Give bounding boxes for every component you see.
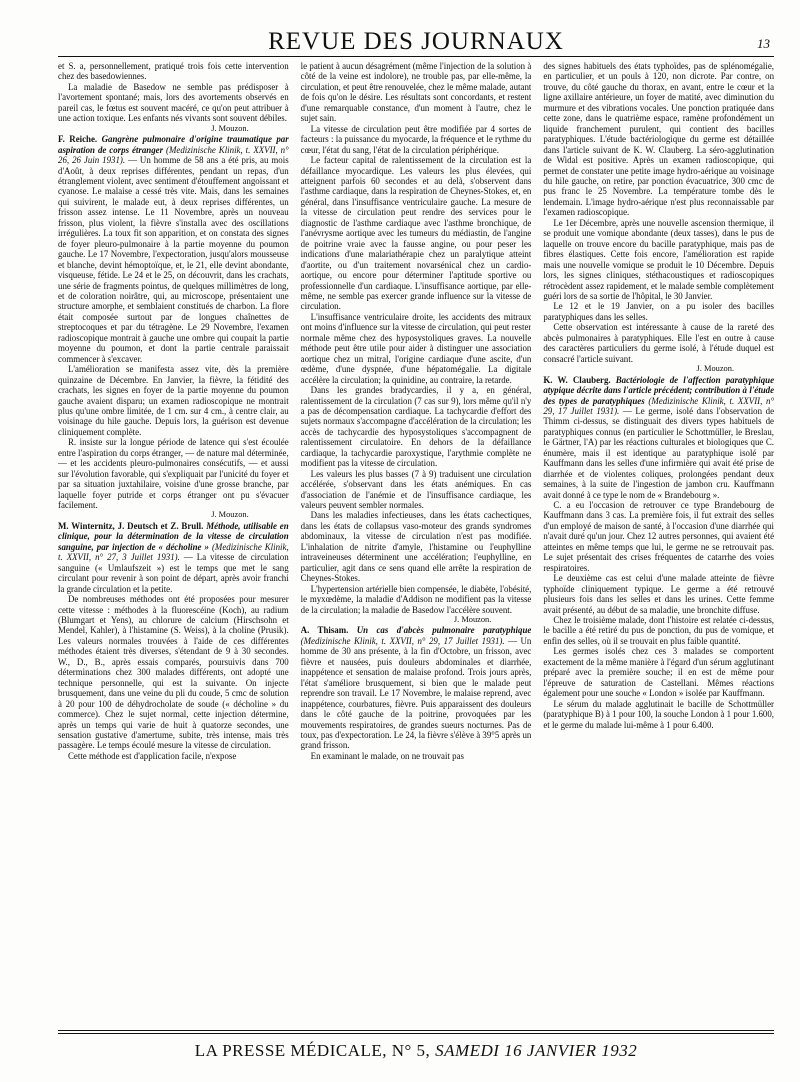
paragraph: L'amélioration se manifesta assez vite, dès la première quinzaine de Décembre. En Janvier, la fièvre, la fétidité des crachats, les signes en foyer de la partie moyenne du poumon gauche avaient disparu; un examen radioscopique ne montrait plus qu'une ombre limitée, de 1 cm. sur 4 cm., à centre clair, au voisinage du hile gauche. Depuis lors, la guérison est devenue cliniquement complète.	[58, 364, 289, 437]
article-author: M. Winternitz, J. Deutsch et Z. Brull.	[58, 520, 204, 531]
paragraph: Le 1er Décembre, après une nouvelle ascension thermique, il se produit une vomique abondante (deux tasses), dans le pus de laquelle on trouve encore du bacille paratyphique, mais pas de fibres élastiques. Cette fois encore, l'amélioration est rapide mais une nouvelle vomique se produit le 10 Décembre. Depuis lors, les signes cliniques, stéthacoustiques et radioscopiques rétrocèdent assez rapidement, et le malade semble complètement guéri lors de sa sortie de l'hôpital, le 30 Janvier.	[543, 217, 774, 301]
footer-journal: LA PRESSE MÉDICALE, N° 5,	[194, 1041, 431, 1060]
article-title: Méthode, utilisable en clinique, pour la détermination de la vitesse de circulation sanguine, par injection de « décholine »	[58, 520, 289, 552]
paragraph: Les germes isolés chez ces 3 malades se comportent exactement de la même manière à l'égard d'un sérum agglutinant préparé avec la première souche; il en est de même pour l'épreuve de saturation de Castellani. Mêmes réactions également pour une souche « London » isolée par Kauffmann.	[543, 646, 774, 699]
column-1	[58, 61, 289, 1013]
paragraph: En examinant le malade, on ne trouvait pas	[310, 750, 464, 761]
text-columns	[58, 61, 774, 1013]
article-title: Gangrène pulmonaire d'origine traumatique par aspiration de corps étranger	[58, 134, 289, 155]
paragraph: Cette méthode est d'application facile, n'expose	[68, 750, 237, 761]
article-body: — Un homme de 30 ans présente, à la fin d'Octobre, un frisson, avec fièvre et nausées, puis douleurs abdominales et diarrhée, inappétence et sensation de malaise profond. Trois jours après, l'état s'améliore brusquement, si bien que le malade peut reprendre son travail. Le 17 Novembre, le malaise reprend, avec inappétence, courbatures, fièvre. Puis apparaissent des douleurs dans le côté gauche de la poitrine, provoquées par les mouvements respiratoires, de grandes sueurs nocturnes. Pas de toux, pas d'expectoration. Le 24, la fièvre s'élève à 39°5 après un grand frisson.	[300, 635, 532, 751]
paragraph: Chez le troisième malade, dont l'histoire est relatée ci-dessus, le bacille a été retiré du pus de ponction, du pus de vomique, et enfin des selles, où il se trouvait en plus faible quantité.	[543, 615, 774, 646]
column-2	[301, 61, 532, 1013]
paragraph: des signes habituels des états typhoïdes, pas de splénomégalie, en particulier, et un pouls à 120, non dicrote. Par contre, on trouve, du côté gauche du thorax, en avant, entre le cœur et la ligne axillaire antérieure, un foyer de matité, avec diminution du murmure et des vibrations vocales. Une ponction pratiquée dans cette zone, dans le quatrième espace, ramène profondément un liquide franchement purulent, qui contient des bacilles paratyphiques. L'étude bactériologique du germe est détaillée dans l'article suivant de K. W. Clauberg. La séro-agglutination de Widal est positive. Après un examen radioscopique, qui permet de constater une petite image hydro-aérique au voisinage du hile gauche, on retire, par ponction évacuatrice, 300 cmc de pus franc le 25 Novembre. La température tombe dès le lendemain. L'image hydro-aérique n'est plus reconnaissable par l'examen radioscopique.	[543, 61, 774, 218]
paragraph: L'hypertension artérielle bien compensée, le diabète, l'obésité, le myxœdème, la maladie d'Addison ne modifient pas la vitesse de la circulation; la maladie de Basedow l'accélère souvent.	[300, 583, 532, 615]
paragraph: R. insiste sur la longue période de latence qui s'est écoulée entre l'aspiration du corps étranger, — de nature mal déterminée, — et les accidents pleuro-pulmonaires consécutifs, — et aussi sur l'évolution favorable, qui s'expliquait par l'unicité du foyer et par sa situation juxtahilaire, voisine d'une grosse branche, par laquelle foyer putride et corps étranger ont pu s'évacuer facilement.	[58, 437, 289, 511]
article-source: (Medizinische Klinik, t. XXVII, n° 29, 17 Juillet 1931).	[543, 395, 774, 416]
signature: J. Mouzon.	[211, 123, 249, 133]
article-source: (Medizinische Klinik, t. XXVII, n° 27, 3 Juillet 1931).	[58, 541, 289, 563]
signature: J. Mouzon.	[453, 615, 492, 625]
signature: J. Mouzon.	[696, 364, 735, 374]
paragraph: Le 12 et le 19 Janvier, on a pu isoler des bacilles paratyphiques dans les selles.	[543, 301, 774, 322]
article-author: K. W. Clauberg.	[543, 374, 611, 385]
paragraph: et S. a, personnellement, pratiqué trois fois cette intervention chez des basedowiennes.	[58, 61, 289, 82]
article-body: — La vitesse de circulation sanguine (« Umlaufszeit ») est le temps que met le sang circulant pour revenir à son point de départ, après avoir franchi la grande circulation et la petite.	[58, 552, 289, 594]
article-clauberg	[543, 375, 774, 500]
article-body: — Le germe, isolé dans l'observation de Thimm ci-dessus, se distinguait des divers types habituels de paratyphiques connus (en particulier le Schottmüller, le Breslau, le Gärtner, l'A) par les réactions culturales et biologiques que C. énumère, mais il est identique au paratyphique isolé par Kauffmann dans les selles d'une infirmière qui avait été prise de diarrhée et de violentes coliques, prolongées pendant deux semaines, à la suite de l'ingestion de jambon cru. Kauffmann avait donné à ce type le nom de « Brandebourg ».	[543, 405, 774, 500]
paragraph: La vitesse de circulation peut être modifiée par 4 sortes de facteurs : la puissance du myocarde, la fréquence et le rythme du cœur, l'état du sang, l'état de la circulation périphérique.	[300, 123, 532, 155]
paragraph: le patient à aucun désagrément (même l'injection de la solution à côté de la veine est indolore), ne trouble pas, par elle-même, la circulation, et peut être renouvelée, chez le même malade, autant de fois qu'on le désire. Les résultats sont concordants, et restent d'une remarquable constance, d'un moment à l'autre, chez le sujet sain.	[300, 61, 532, 124]
page-header	[58, 0, 774, 57]
paragraph: Le deuxième cas est celui d'une malade atteinte de fièvre typhoïde cliniquement typique. Le germe a été retrouvé plusieurs fois dans les selles et dans les urines. Cette femme avait présenté, au début de sa maladie, une bronchite diffuse.	[543, 573, 774, 615]
footer-line	[58, 1041, 774, 1061]
article-winternitz	[58, 521, 289, 594]
running-title: REVUE DES JOURNAUX	[268, 28, 564, 55]
page-number: 13	[757, 36, 770, 51]
paragraph: Les valeurs les plus basses (7 à 9) traduisent une circulation accélérée, s'observant dans les états anémiques. En cas d'association de l'anémie et de l'insuffisance cardiaque, les valeurs peuvent sembler normales.	[300, 468, 532, 511]
footer-date: SAMEDI 16 JANVIER 1932	[435, 1041, 638, 1060]
article-author: A. Thisam.	[300, 625, 349, 636]
paragraph: Le sérum du malade agglutinait le bacille de Schottmüller (paratyphique B) à 1 pour 100, la souche London à 1 pour 1.600, et le germe du malade lui-même à 1 pour 6.400.	[543, 698, 774, 730]
article-title: Un cas d'abcès pulmonaire paratyphique	[356, 625, 532, 636]
paragraph: Dans les maladies infectieuses, dans les états cachectiques, dans les états de collapsus vaso-moteur des grands syndromes abdominaux, la vitesse de circulation n'est pas modifiée. L'inhalation de nitrite d'amyle, l'histamine ou l'euphylline intraveineuses déterminent une accélération; l'euphylline, en particulier, agit dans ce sens quand elle arrête la respiration de Cheynes-Stokes.	[300, 510, 532, 584]
footer-rule	[58, 1030, 774, 1034]
paragraph: Le facteur capital de ralentissement de la circulation est la défaillance myocardique. Les valeurs les plus élevées, qui atteignent parfois 60 secondes et au delà, s'observent dans l'asthme cardiaque, dans la respiration de Cheynes-Stokes, et, en général, dans l'insuffisance ventriculaire gauche. La mesure de la vitesse de circulation peut rendre des services pour le diagnostic de l'asthme cardiaque avec l'asthme bronchique, de l'anévrysme aortique avec les tumeurs du médiastin, de l'angine de poitrine vraie avec la fausse angine, ou pour peser les indications d'une malariathérapie chez un paralytique atteint d'aortite, ou d'un traitement novarsénical chez un cardio-aortique, ou encore pour déterminer l'aptitude sportive ou professionnelle d'un cardiaque. L'insuffisance aortique, par elle-même, ne semble pas exercer grande influence sur la vitesse de circulation.	[300, 155, 532, 312]
paragraph: La maladie de Basedow ne semble pas prédisposer à l'avortement spontané; mais, lors des avortements observés en pareil cas, le fœtus est souvent macéré, ce qu'on peut attribuer à une action toxique. Les enfants nés vivants sont souvent débiles.	[58, 81, 289, 124]
paragraph: C. a eu l'occasion de retrouver ce type Brandebourg de Kauffmann dans 3 cas. La première fois, il fut extrait des selles d'un employé de maison de santé, à l'occasion d'une diarrhée qui n'avait duré qu'un jour. Chez 12 autres personnes, qui avaient été atteintes en même temps que lui, le germe ne se retrouvait pas. Le sujet présentait des crises fréquentes de catarrhe des voies respiratoires.	[543, 500, 774, 573]
article-title: Bactériologie de l'affection paratyphique atypique décrite dans l'article précédent; contribution à l'étude des types de paratyphiques	[543, 374, 774, 406]
article-thisam	[301, 625, 532, 750]
paragraph: L'insuffisance ventriculaire droite, les accidents des mitraux ont moins d'influence sur la vitesse de circulation, qui peut rester normale même chez des hyposystoliques graves. La nouvelle méthode peut être utile pour aider à distinguer une association aortique chez un mitral, l'origine cardiaque d'une ascite, d'un œdème, d'une dyspnée, d'une hépatomégalie. La digitale accélère la circulation; la quinidine, au contraire, la retarde.	[300, 311, 532, 385]
paragraph: Cette observation est intéressante à cause de la rareté des abcès pulmonaires à paratyphiques. Elle l'est en outre à cause des caractères particuliers du germe isolé, à l'étude duquel est consacré l'article suivant.	[543, 322, 774, 364]
article-reiche	[58, 134, 289, 364]
column-3	[543, 61, 774, 1013]
article-source: (Medizinische Klinik, t. XXVII, n° 29, 17 Juillet 1931).	[300, 635, 505, 646]
page-footer	[58, 1030, 774, 1061]
article-author: F. Reiche.	[58, 134, 98, 145]
paragraph: De nombreuses méthodes ont été proposées pour mesurer cette vitesse : méthodes à la fluorescéine (Koch), au radium (Blumgart et Yens), au chlorure de calcium (Hirschsohn et Mendel, Kahler), à l'histamine (S. Weiss), à la choline (Prusik). Les valeurs normales trouvées à l'aide de ces différentes méthodes étaient très diverses, s'étendant de 9 à 30 secondes. W., D., B., après essais comparés, poursuivis dans 700 déterminations chez 300 malades différents, ont adopté une technique personnelle, qui est la suivante. On injecte brusquement, dans une veine du pli du coude, 5 cmc de solution à 20 pour 100 de déhydrocholate de soude (« décholine » du commerce). Chez le sujet normal, cette injection détermine, après un temps qui varie de huit à quatorze secondes, une sensation gustative d'amertume, subite, très intense, mais très passagère. Le temps écoulé mesure la vitesse de circulation.	[58, 594, 289, 751]
paragraph: Dans les grandes bradycardies, il y a, en général, ralentissement de la circulation (7 cas sur 9), lors même qu'il n'y a pas de décompensation cardiaque. La tachycardie d'effort des sujets normaux s'accompagne d'accélération de la circulation; les accès de tachycardie des hyposystoliques s'accompagnent de ralentissement circulatoire. En dehors de la défaillance cardiaque, la tachycardie paroxystique, l'arythmie complète ne modifient pas la vitesse de circulation.	[300, 385, 532, 469]
signature: J. Mouzon.	[211, 510, 249, 520]
article-source: (Medizinische Klinik, t. XXVII, n° 26, 26 Juin 1931).	[58, 144, 289, 166]
article-body: — Un homme de 58 ans a été pris, au mois d'Août, à deux reprises différentes, pendant un repas, d'un étranglement violent, avec sentiment d'étouffement angoissant et cyanose. Le malaise a cessé très vite. Mais, dans les semaines qui suivirent, le malade eut, à deux reprises différentes, un frisson assez intense. Le 11 Novembre, après un nouveau frisson, plus violent, la fièvre s'installa avec des oscillations irrégulières. La toux fit son apparition, et on constata des signes de foyer pleuro-pulmonaire à la partie moyenne du poumon gauche. Le 17 Novembre, l'expectoration, jusqu'alors mousseuse et blanche, devint hémoptoïque, et, le 21, elle devint abondante, visqueuse, fétide. Le 24 et le 25, on découvrit, dans les crachats, une série de fragments pointus, de quelques millimètres de long, et de coloration noirâtre, qui, au microscope, présentaient une structure amorphe, et semblaient constitués de charbon. La flore était composée surtout par de longues chaînettes de streptocoques et par du tétragène. Le 29 Novembre, l'examen radioscopique montrait à gauche une ombre qui coupait la partie moyenne du poumon, et dont la partie centrale paraissait commencer à s'excaver.	[58, 155, 289, 364]
